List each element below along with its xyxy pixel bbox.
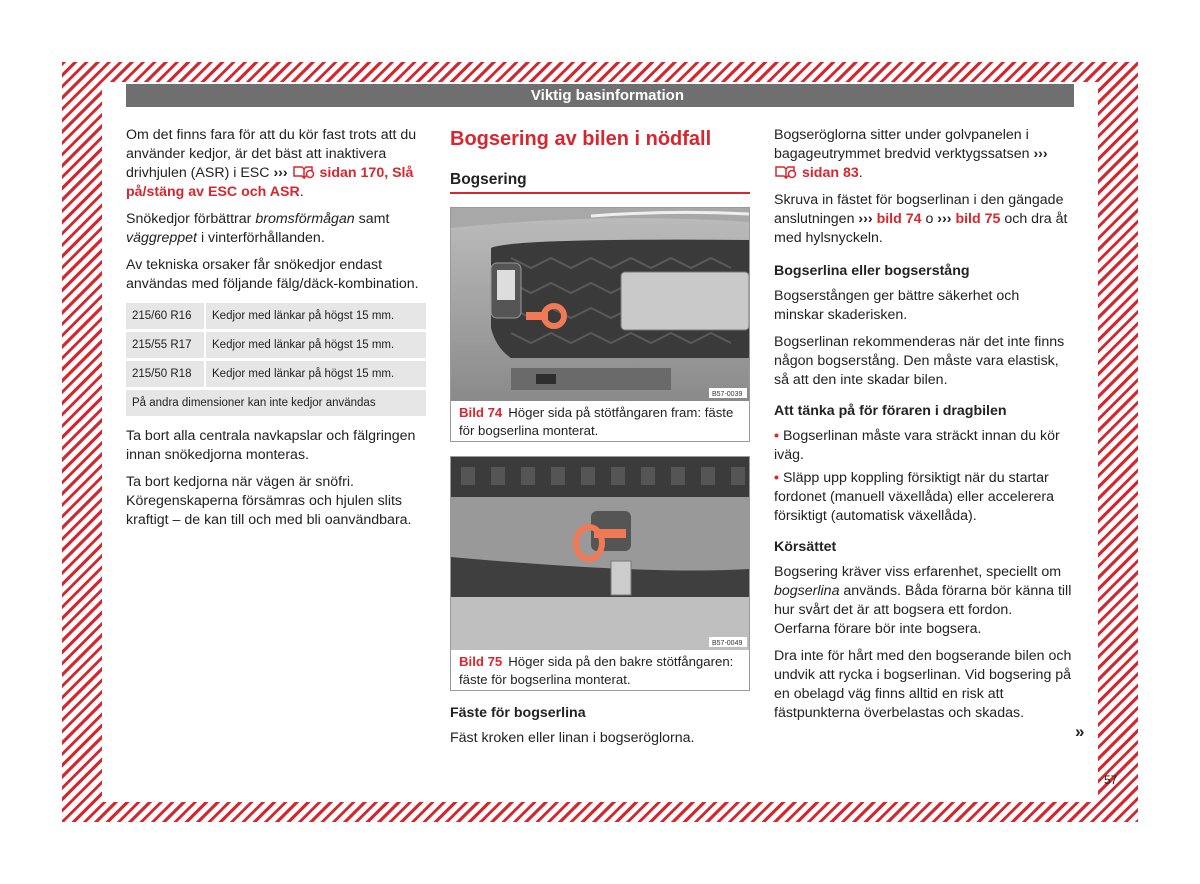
table-row [126, 303, 426, 329]
snow-chains-paragraph: Snökedjor förbättrar bromsförmågan samt väggreppet i vinterförhållanden. [126, 211, 390, 246]
figure-label: Bild 74 [459, 405, 503, 420]
chain-spec-cell: Kedjor med länkar på högst 15 mm. [206, 332, 426, 358]
tire-size-cell: 215/60 R16 [126, 303, 206, 329]
figure-code: B57-0039 [712, 391, 743, 398]
section-header: Viktig basinformation [126, 84, 1074, 107]
technical-reasons-paragraph: Av tekniska orsaker får snökedjor endast användas med följande fälg/däck-kombination. [126, 257, 419, 292]
figure-code: B57-0049 [712, 640, 743, 647]
middle-column-bottom [450, 704, 750, 756]
cross-reference-link[interactable]: sidan 83 [801, 165, 859, 181]
remove-chains-paragraph: Ta bort kedjorna när vägen är snöfri. Köregenskaperna försämras och hjulen slits kraftigt – de kan till och med bli oanvändbara. [126, 474, 412, 528]
book-reference-icon [292, 165, 316, 179]
table-note-row [126, 390, 426, 416]
cross-reference-link[interactable]: sidan 170, Slå på/stäng av ESC och ASR [126, 165, 414, 200]
driving-style-paragraph: Bogsering kräver viss erfarenhet, speciellt om bogserlina används. Båda förarna bör känna till hur svårt det är att bogsera ett fordon. Oerfarna förare bör inte bogsera. [774, 564, 1072, 637]
subheading: Bogserlina eller bogserstång [774, 263, 970, 279]
figure-75 [450, 456, 750, 691]
table-row [126, 361, 426, 387]
tow-rope-paragraph: Bogserlinan rekommenderas när det inte finns någon bogserstång. Den måste vara elastisk, så att den inte skadar bilen. [774, 334, 1065, 388]
figure-reference-link[interactable]: bild 75 [955, 211, 1001, 227]
tow-bar-paragraph: Bogserstången ger bättre säkerhet och minskar skaderisken. [774, 288, 1020, 323]
hubcaps-paragraph: Ta bort alla centrala navkapslar och fälgringen innan snökedjorna monteras. [126, 428, 416, 463]
figure-reference-link[interactable]: bild 74 [876, 211, 922, 227]
subheading: Att tänka på för föraren i dragbilen [774, 403, 1007, 419]
middle-column [450, 126, 750, 194]
figure-label: Bild 75 [459, 654, 503, 669]
screw-in-paragraph: Skruva in fästet för bogserlinan i den gängade anslutningen ››› bild 74 o ››› bild 75 och dra åt med hylsnyckeln. [774, 192, 1068, 246]
continue-arrow-icon: » [1075, 722, 1085, 741]
pulling-paragraph: Dra inte för hårt med den bogserande bilen och undvik att rycka i bogserlinan. Vid bogsering på en obelagd väg finns alltid en risk att fästpunkterna överbelastas och skadas. [774, 648, 1072, 721]
table-row [126, 332, 426, 358]
asr-paragraph: Om det finns fara för att du kör fast trots att du använder kedjor, är det bäst att inaktivera drivhjulen (ASR) i ESC ››› sidan 170, Slå på/stäng av ESC och ASR. [126, 127, 417, 200]
chain-spec-cell: Kedjor med länkar på högst 15 mm. [206, 361, 426, 387]
reference-chevron: ››› [1033, 146, 1048, 162]
subheading: Fäste för bogserlina [450, 705, 586, 721]
page-number: 57 [1104, 773, 1118, 787]
figure-75-caption: Bild 75 Höger sida på den bakre stötfångaren: fäste för bogserlina monterat. [459, 654, 734, 687]
rear-bumper-tow-hook-image [451, 457, 749, 650]
list-item: • Bogserlinan måste vara sträckt innan du kör iväg. [774, 427, 1072, 465]
reference-chevron: ››› [937, 211, 952, 227]
chain-spec-cell: Kedjor med länkar på högst 15 mm. [206, 303, 426, 329]
front-bumper-tow-hook-image [451, 208, 749, 401]
reference-chevron: ››› [273, 165, 288, 181]
snow-chains-table [126, 300, 426, 419]
tow-eyes-paragraph: Bogseröglorna sitter under golvpanelen i bagageutrymmet bredvid verktygssatsen ››› sidan 83. [774, 127, 1048, 181]
left-column [126, 126, 426, 538]
reference-chevron: ››› [858, 211, 873, 227]
page-title: Bogsering av bilen i nödfall [450, 128, 712, 150]
tire-size-cell: 215/55 R17 [126, 332, 206, 358]
list-item: • Släpp upp koppling försiktigt när du startar fordonet (manuell växellåda) eller accelerera försiktigt (automatisk växellåda). [774, 469, 1072, 526]
right-column [774, 126, 1072, 731]
figure-74-caption: Bild 74 Höger sida på stötfångaren fram: fäste för bogserlina monterat. [459, 405, 734, 438]
subheading: Körsättet [774, 539, 837, 555]
book-reference-icon [774, 165, 798, 179]
figure-74 [450, 207, 750, 442]
section-subtitle: Bogsering [450, 170, 750, 194]
tire-size-cell: 215/50 R18 [126, 361, 206, 387]
attach-hook-paragraph: Fäst kroken eller linan i bogseröglorna. [450, 730, 695, 746]
table-note-cell: På andra dimensioner kan inte kedjor användas [126, 390, 426, 416]
